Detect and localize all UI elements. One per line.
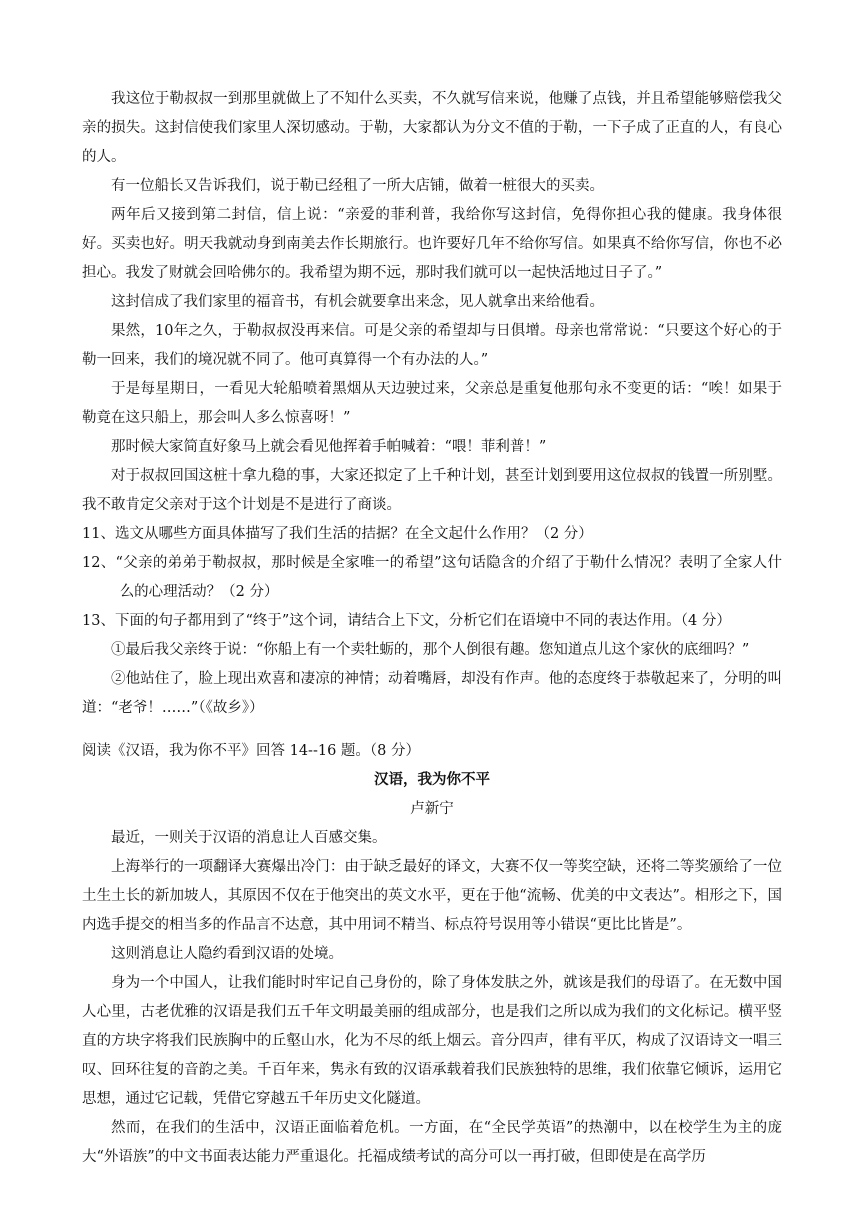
section-gap	[82, 723, 782, 737]
story-paragraph-4: 这封信成了我们家里的福音书，有机会就要拿出来念，见人就拿出来给他看。	[111, 294, 604, 310]
article-paragraph-3: 这则消息让人隐约看到汉语的处境。	[111, 946, 343, 962]
story-paragraph-3: 两年后又接到第二封信，信上说：“亲爱的菲利普，我给你写这封信，免得你担心我的健康。我身体很好。买卖也好。明天我就动身到南美去作长期旅行。也许要好几年不给你写信。如果真不给你写信，你也不必担心。我发了财就会回哈佛尔的。我希望为期不远，那时我们就可以一起快活地过日子了。”	[82, 207, 782, 281]
story-paragraph-2: 有一位船长又告诉我们，说于勒已经租了一所大店铺，做着一桩很大的买卖。	[111, 178, 604, 194]
story-paragraph-5: 果然，10年之久，于勒叔叔没再来信。可是父亲的希望却与日俱增。母亲也常常说：“只要这个好心的于勒一回来，我们的境况就不同了。他可真算得一个有办法的人。”	[82, 323, 782, 368]
story-paragraph-1: 我这位于勒叔叔一到那里就做上了不知什么买卖，不久就写信来说，他赚了点钱，并且希望能够赔偿我父亲的损失。这封信使我们家里人深切感动。于勒，大家都认为分文不值的于勒，一下子成了正直的人，有良心的人。	[82, 91, 782, 165]
story-paragraph-6: 于是每星期日，一看见大轮船喷着黑烟从天边驶过来，父亲总是重复他那句永不变更的话：“唉！如果于勒竟在这只船上，那会叫人多么惊喜呀！”	[82, 381, 782, 426]
question-11: 11、选文从哪些方面具体描写了我们生活的拮据？在全文起什么作用？（2 分）	[82, 526, 593, 542]
story-paragraph-7: 那时候大家简直好象马上就会看见他挥着手帕喊着：“喂！菲利普！”	[111, 439, 547, 455]
article-paragraph-1: 最近，一则关于汉语的消息让人百感交集。	[111, 830, 387, 846]
article-paragraph-2: 上海举行的一项翻译大赛爆出冷门：由于缺乏最好的译文，大赛不仅一等奖空缺，还将二等奖颁给了一位土生土长的新加坡人，其原因不仅在于他突出的英文水平，更在于他“流畅、优美的中文表达”。相形之下，国内选手提交的相当多的作品言不达意，其中用词不精当、标点符号误用等小错误“更比比皆是”。	[82, 859, 782, 933]
article-author: 卢新宁	[410, 801, 454, 817]
question-12: 12、“父亲的弟弟于勒叔叔，那时候是全家唯一的希望”这句话隐含的介绍了于勒什么情况？表明了全家人什么的心理活动？（2 分）	[82, 555, 782, 600]
article-paragraph-5: 然而，在我们的生活中，汉语正面临着危机。一方面，在“全民学英语”的热潮中，以在校学生为主的庞大“外语族”的中文书面表达能力严重退化。托福成绩考试的高分可以一再打破，但即使是在高学历	[82, 1120, 782, 1165]
document-content	[82, 85, 782, 1172]
section2-intro: 阅读《汉语，我为你不平》回答 14--16 题。（8 分）	[82, 743, 421, 759]
question-13: 13、下面的句子都用到了“终于”这个词，请结合上下文，分析它们在语境中不同的表达作用。（4 分）	[82, 613, 731, 629]
article-paragraph-4: 身为一个中国人，让我们能时时牢记自己身份的，除了身体发肤之外，就该是我们的母语了。在无数中国人心里，古老优雅的汉语是我们五千年文明最美丽的组成部分，也是我们之所以成为我们的文化标记。横平竖直的方块字将我们民族胸中的丘壑山水，化为不尽的纸上烟云。音分四声，律有平仄，构成了汉语诗文一唱三叹、回环往复的音韵之美。千百年来，隽永有致的汉语承载着我们民族独特的思维，我们依靠它倾诉，运用它思想，通过它记载，凭借它穿越五千年历史文化隧道。	[82, 975, 782, 1107]
article-title: 汉语，我为你不平	[374, 772, 490, 788]
story-paragraph-8: 对于叔叔回国这桩十拿九稳的事，大家还拟定了上千种计划，甚至计划到要用这位叔叔的钱置一所别墅。我不敢肯定父亲对于这个计划是不是进行了商谈。	[82, 468, 782, 513]
question-13-item-1: ①最后我父亲终于说：“你船上有一个卖牡蛎的，那个人倒很有趣。您知道点儿这个家伙的底细吗？”	[111, 642, 750, 658]
question-13-item-2: ②他站住了，脸上现出欢喜和凄凉的神情；动着嘴唇，却没有作声。他的态度终于恭敬起来了，分明的叫道：“老爷！……”（《故乡》）	[82, 671, 782, 716]
